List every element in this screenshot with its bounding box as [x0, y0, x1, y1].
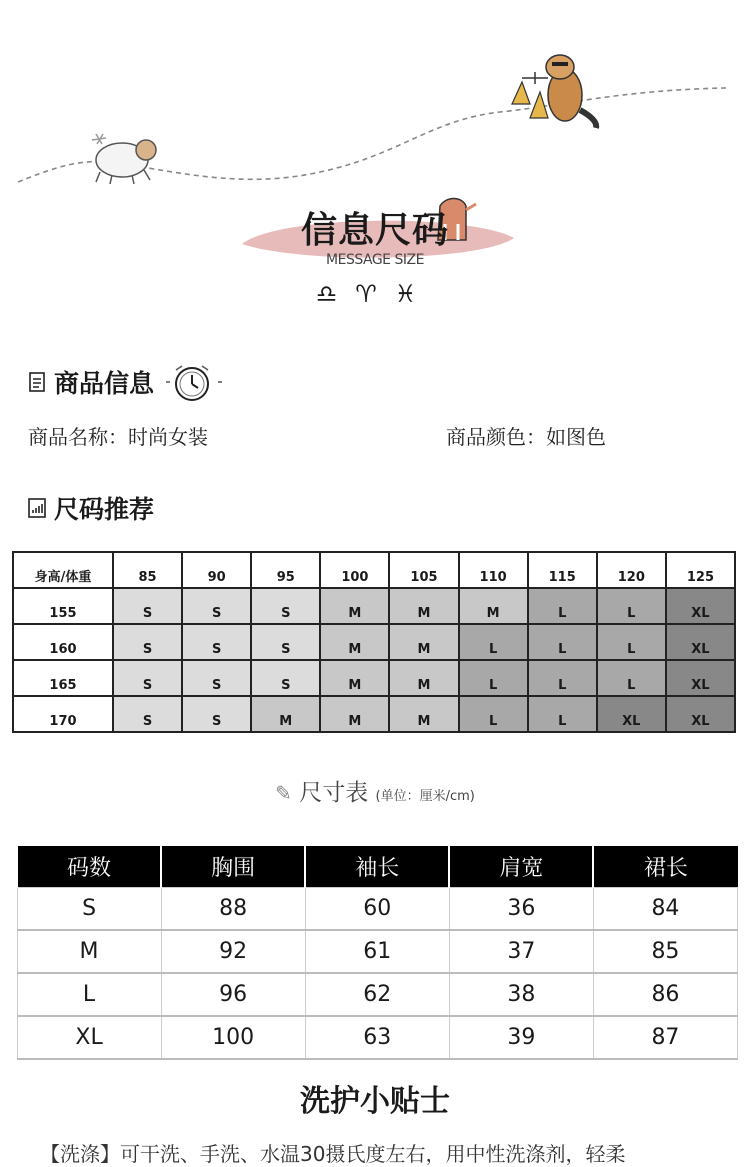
size-cell: 87	[593, 1016, 737, 1059]
size-cell: 63	[305, 1016, 449, 1059]
weight-header-cell: 105	[389, 552, 458, 588]
zodiac-symbols: ♎♈♓	[315, 280, 435, 308]
weight-header-cell: 120	[597, 552, 666, 588]
size-cell: S	[182, 696, 251, 732]
weight-header-cell: 125	[666, 552, 735, 588]
weight-header-cell: 100	[320, 552, 389, 588]
size-cell: XL	[666, 588, 735, 624]
raccoon-icon	[512, 55, 596, 128]
size-cell: L	[597, 660, 666, 696]
size-cell: S	[251, 660, 320, 696]
size-header-cell: 胸围	[161, 846, 305, 888]
size-table	[16, 846, 738, 1060]
size-cell: 86	[593, 973, 737, 1016]
size-cell: M	[320, 696, 389, 732]
size-cell: XL	[597, 696, 666, 732]
ruler-icon: ✎	[275, 781, 292, 805]
size-cell: 85	[593, 930, 737, 973]
size-cell: M	[389, 660, 458, 696]
size-cell: 88	[161, 888, 305, 931]
care-tips-title: 洗护小贴士	[300, 1084, 450, 1119]
size-cell: 60	[305, 888, 449, 931]
size-cell: M	[320, 624, 389, 660]
size-header-cell: 裙长	[593, 846, 737, 888]
size-cell: S	[113, 624, 182, 660]
page-title: 信息尺码	[300, 210, 449, 251]
page-subtitle: MESSAGE SIZE	[326, 252, 424, 268]
size-cell: S	[113, 588, 182, 624]
size-cell: S	[17, 888, 161, 931]
recommend-header-row	[13, 552, 735, 588]
size-row	[17, 930, 738, 973]
size-cell: L	[17, 973, 161, 1016]
size-cell: M	[320, 588, 389, 624]
size-cell: S	[182, 660, 251, 696]
size-row	[17, 1016, 738, 1059]
bar-chart-icon	[28, 498, 46, 518]
size-cell: L	[459, 624, 528, 660]
weight-header-cell: 110	[459, 552, 528, 588]
size-cell: 96	[161, 973, 305, 1016]
weight-header-cell: 115	[528, 552, 597, 588]
size-cell: XL	[17, 1016, 161, 1059]
size-cell: 36	[449, 888, 593, 931]
size-cell: M	[389, 588, 458, 624]
size-cell: L	[528, 660, 597, 696]
document-icon	[28, 372, 46, 392]
size-row	[17, 888, 738, 931]
size-cell: 37	[449, 930, 593, 973]
size-cell: M	[320, 660, 389, 696]
size-cell: M	[459, 588, 528, 624]
size-cell: S	[182, 624, 251, 660]
recommend-corner-cell: 身高/体重	[13, 552, 113, 588]
weight-header-cell: 90	[182, 552, 251, 588]
height-cell: 155	[13, 588, 113, 624]
size-recommend-heading	[28, 490, 154, 526]
weight-header-cell: 95	[251, 552, 320, 588]
size-cell: S	[113, 660, 182, 696]
size-cell: S	[182, 588, 251, 624]
size-header-cell: 袖长	[305, 846, 449, 888]
size-cell: 100	[161, 1016, 305, 1059]
height-cell: 165	[13, 660, 113, 696]
size-cell: 38	[449, 973, 593, 1016]
size-cell: M	[389, 624, 458, 660]
alarm-clock-icon	[162, 360, 224, 404]
size-cell: L	[528, 588, 597, 624]
recommend-row	[13, 660, 735, 696]
product-info-heading	[28, 360, 224, 404]
size-recommend-heading-text: 尺码推荐	[54, 495, 155, 524]
size-cell: 39	[449, 1016, 593, 1059]
size-table-caption	[0, 774, 750, 807]
size-header-cell: 肩宽	[449, 846, 593, 888]
height-cell: 170	[13, 696, 113, 732]
size-cell: 62	[305, 973, 449, 1016]
size-cell: L	[597, 588, 666, 624]
size-cell: L	[528, 696, 597, 732]
size-recommend-table	[12, 551, 736, 733]
size-cell: M	[17, 930, 161, 973]
size-cell: 61	[305, 930, 449, 973]
size-cell: M	[389, 696, 458, 732]
size-header-cell: 码数	[17, 846, 161, 888]
size-table-unit: (单位：厘米/cm)	[375, 789, 475, 804]
size-cell: XL	[666, 624, 735, 660]
product-info-heading-text: 商品信息	[54, 369, 155, 398]
size-row	[17, 973, 738, 1016]
weight-header-cell: 85	[113, 552, 182, 588]
size-table-title: 尺寸表	[299, 780, 369, 806]
size-cell: 84	[593, 888, 737, 931]
recommend-row	[13, 696, 735, 732]
product-color: 商品颜色：如图色	[446, 425, 606, 449]
size-cell: XL	[666, 696, 735, 732]
recommend-row	[13, 588, 735, 624]
product-name: 商品名称：时尚女装	[28, 425, 208, 449]
size-cell: S	[251, 624, 320, 660]
sheep-icon	[92, 134, 156, 184]
size-cell: L	[459, 696, 528, 732]
size-cell: S	[113, 696, 182, 732]
size-cell: 92	[161, 930, 305, 973]
care-tips-line: 【洗涤】可干洗、手洗、水温30摄氏度左右，用中性洗涤剂，轻柔	[40, 1142, 626, 1166]
size-cell: L	[528, 624, 597, 660]
size-cell: M	[251, 696, 320, 732]
size-cell: XL	[666, 660, 735, 696]
size-cell: S	[251, 588, 320, 624]
size-cell: L	[459, 660, 528, 696]
height-cell: 160	[13, 624, 113, 660]
size-cell: L	[597, 624, 666, 660]
header-illustration	[0, 0, 750, 320]
recommend-row	[13, 624, 735, 660]
